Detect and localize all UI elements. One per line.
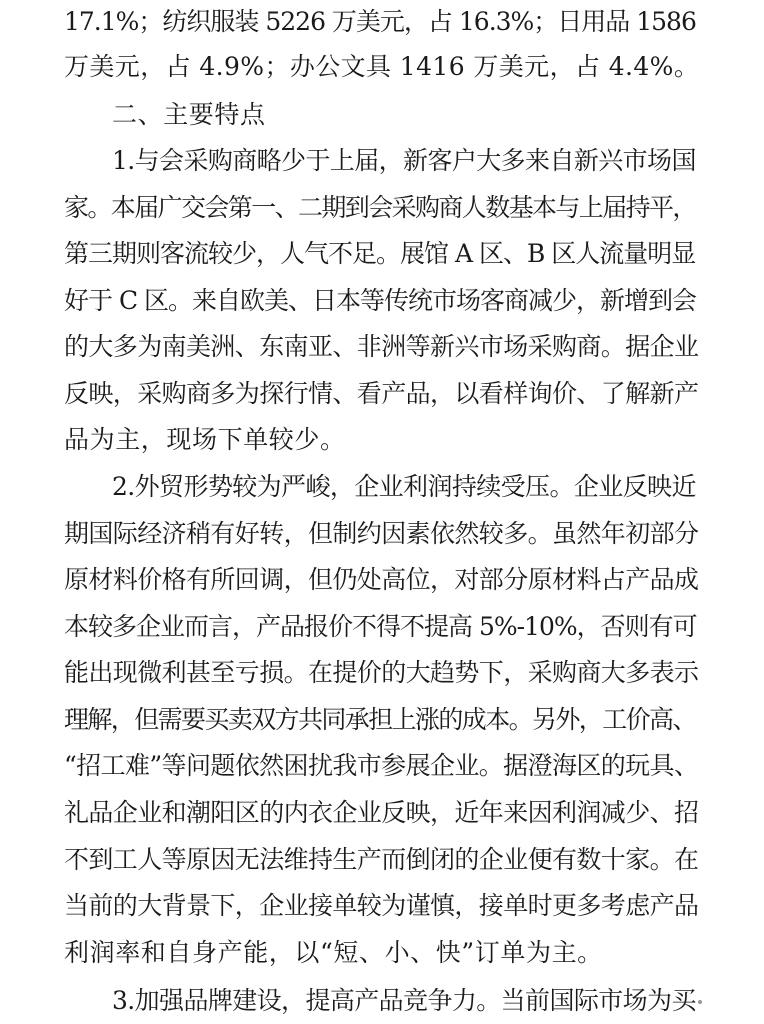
section-heading: 二、主要特点 (112, 100, 266, 129)
text-line: 3.加强品牌建设，提高产品竞争力。当前国际市场为买 (112, 986, 696, 1015)
text-line: 2.外贸形势较为严峻，企业利润持续受压。企业反映近 (112, 472, 696, 501)
text-line: 好于 C 区。来自欧美、日本等传统市场客商减少，新增到会 (64, 286, 697, 315)
text-line: “招工难”等问题依然困扰我市参展企业。据澄海区的玩具、 (64, 751, 699, 780)
text-line: 第三期则客流较少，人气不足。展馆 A 区、B 区人流量明显 (64, 239, 696, 268)
text-line: 当前的大背景下，企业接单较为谨慎，接单时更多考虑产品 (64, 891, 699, 920)
text-line: 本较多企业而言，产品报价不得不提高 5%-10%，否则有可 (64, 612, 697, 641)
text-line: 理解，但需要买卖双方共同承担上涨的成本。另外，工价高、 (64, 705, 696, 734)
text-line: 不到工人等原因无法维持生产而倒闭的企业便有数十家。在 (64, 845, 699, 874)
text-line: 利润率和自身产能，以“短、小、快”订单为主。 (64, 938, 603, 967)
text-line: 17.1%；纺织服装 5226 万美元，占 16.3%；日用品 1586 (64, 7, 696, 36)
text-line: 1.与会采购商略少于上届，新客户大多来自新兴市场国 (112, 146, 696, 175)
text-line: 品为主，现场下单较少。 (64, 425, 346, 454)
scan-speck (698, 1000, 702, 1004)
text-line: 原材料价格有所回调，但仍处高位，对部分原材料占产品成 (64, 565, 699, 594)
text-line: 礼品企业和潮阳区的内衣企业反映，近年来因利润减少、招 (64, 798, 699, 827)
text-line: 能出现微利甚至亏损。在提价的大趋势下，采购商大多表示 (64, 658, 699, 687)
text-line: 万美元，占 4.9%；办公文具 1416 万美元，占 4.4%。 (64, 52, 700, 81)
text-line: 反映，采购商多为探行情、看产品，以看样询价、了解新产 (64, 379, 699, 408)
text-line: 家。本届广交会第一、二期到会采购商人数基本与上届持平， (64, 193, 696, 222)
text-line: 期国际经济稍有好转，但制约因素依然较多。虽然年初部分 (64, 519, 699, 548)
text-line: 的大多为南美洲、东南亚、非洲等新兴市场采购商。据企业 (64, 332, 699, 361)
